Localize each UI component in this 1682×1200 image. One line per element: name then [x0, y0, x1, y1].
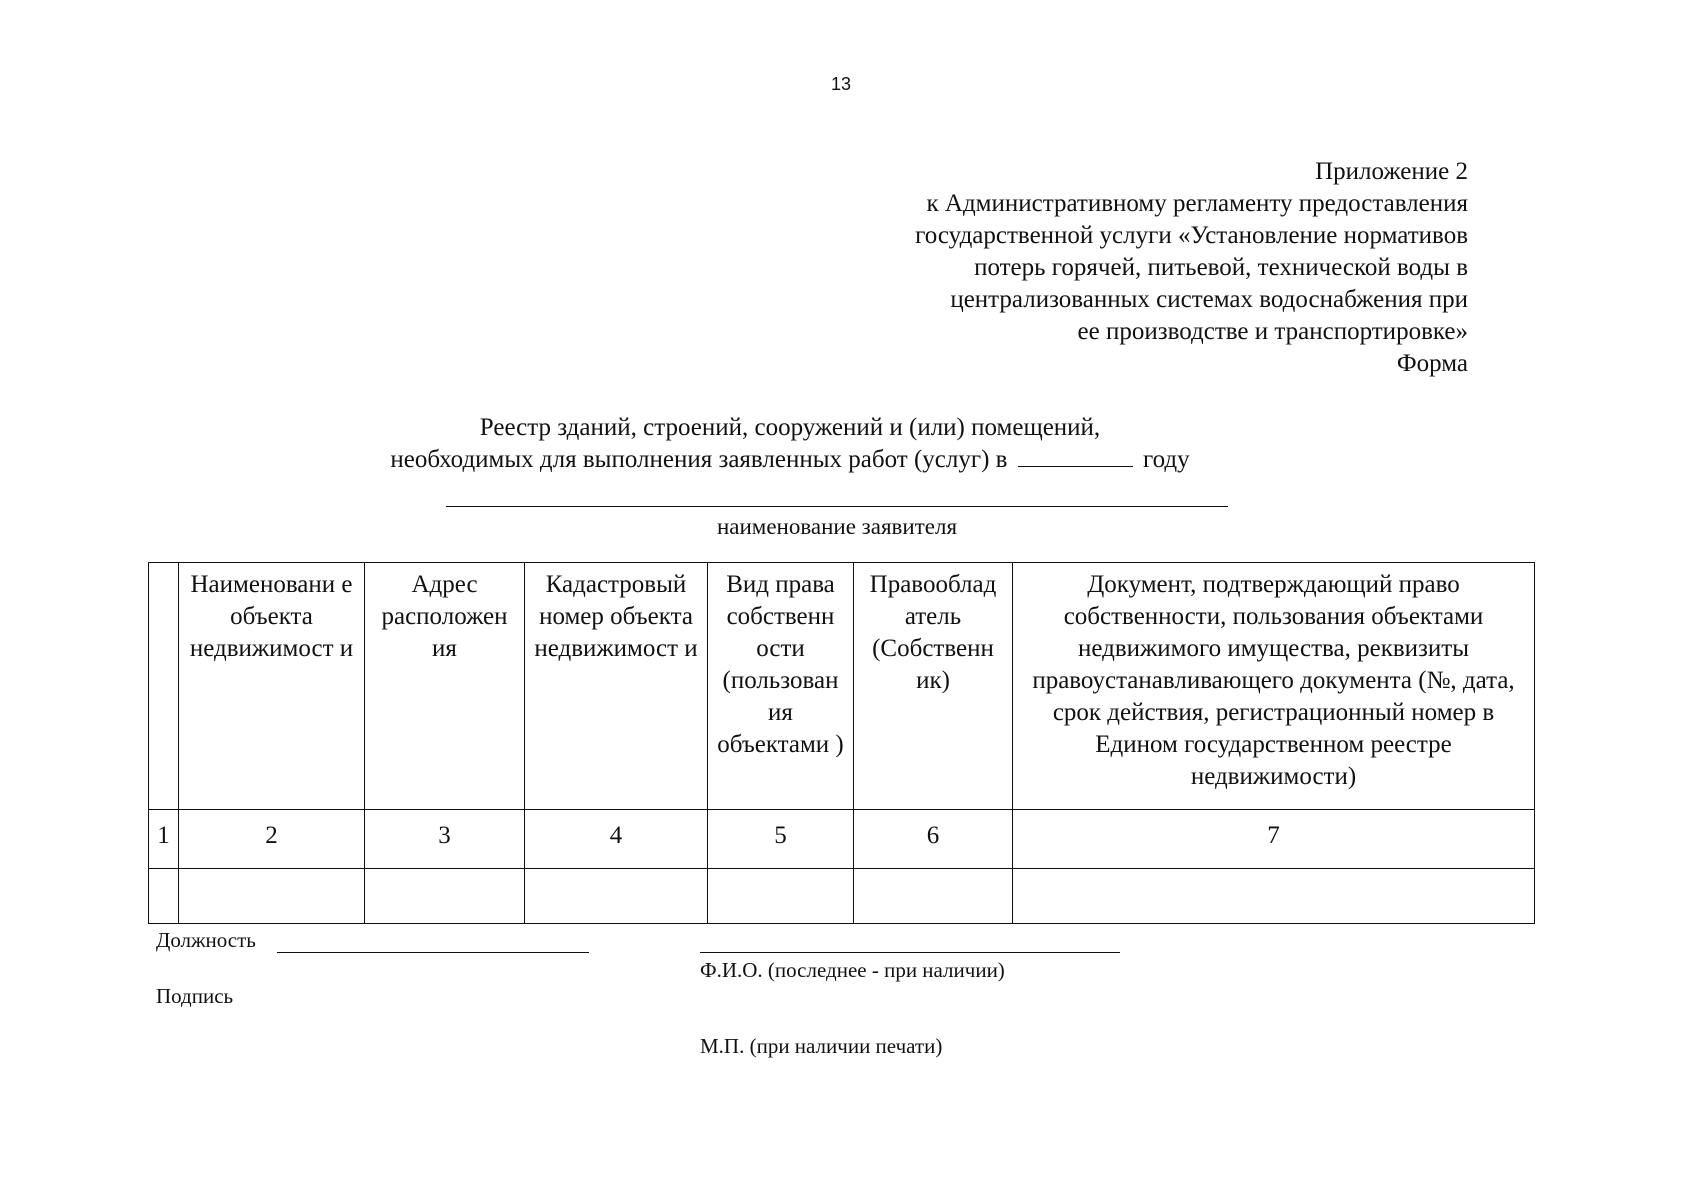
registry-table [148, 562, 1535, 924]
empty-cell[interactable] [179, 869, 365, 924]
appendix-line: ее производстве и транспортировке» [1077, 318, 1468, 345]
header-cell-right-type: Вид права собственн ости (пользован ия объектами ) [708, 563, 854, 810]
appendix-line: государственной услуги «Установление нормативов [915, 222, 1468, 249]
empty-cell[interactable] [149, 869, 179, 924]
title-line-2-text: необходимых для выполнения заявленных работ (услуг) в [390, 446, 1008, 473]
signature-label: Подпись [156, 984, 234, 1008]
title-line-2 [340, 444, 1240, 476]
number-cell: 4 [525, 810, 708, 869]
number-cell: 3 [365, 810, 525, 869]
applicant-caption: наименование заявителя [716, 514, 958, 539]
appendix-line: Приложение 2 [1315, 158, 1468, 185]
title-line-2-suffix: году [1142, 446, 1190, 473]
number-cell: 6 [854, 810, 1013, 869]
empty-cell[interactable] [365, 869, 525, 924]
table-number-row [149, 810, 1535, 869]
applicant-name-field[interactable] [446, 506, 1228, 507]
empty-cell[interactable] [525, 869, 708, 924]
appendix-block [748, 156, 1468, 380]
appendix-line: централизованных системах водоснабжения при [950, 286, 1468, 313]
header-cell-owner: Правооблад атель (Собственн ик) [854, 563, 1013, 810]
table-header-row [149, 563, 1535, 810]
empty-cell[interactable] [1013, 869, 1535, 924]
form-label: Форма [1396, 350, 1468, 377]
position-field[interactable] [277, 952, 589, 953]
number-cell: 5 [708, 810, 854, 869]
number-cell: 7 [1013, 810, 1535, 869]
number-cell: 2 [179, 810, 365, 869]
appendix-line: к Административному регламенту предоставления [926, 190, 1468, 217]
fio-label: Ф.И.О. (последнее - при наличии) [700, 958, 1005, 982]
position-label: Должность [156, 928, 256, 952]
header-cell-object-name: Наименовани е объекта недвижимост и [179, 563, 365, 810]
page-number: 13 [830, 74, 852, 94]
title-line-1: Реестр зданий, строений, сооружений и (или) помещений, [479, 414, 1101, 441]
header-cell-address: Адрес расположен ия [365, 563, 525, 810]
number-cell: 1 [149, 810, 179, 869]
header-cell-document: Документ, подтверждающий право собственности, пользования объектами недвижимого имущества, реквизиты правоустанавливающего документа (№, дата, срок действия, регистрационный номер в Едином государственном реестре недвижимости) [1013, 563, 1535, 810]
year-blank-field[interactable] [1018, 444, 1133, 467]
appendix-line: потерь горячей, питьевой, технической воды в [974, 254, 1468, 281]
header-cell-cadastral-number: Кадастровый номер объекта недвижимост и [525, 563, 708, 810]
fio-field[interactable] [700, 952, 1120, 953]
stamp-label: М.П. (при наличии печати) [700, 1034, 943, 1058]
header-cell-index [149, 563, 179, 810]
empty-cell[interactable] [708, 869, 854, 924]
empty-cell[interactable] [854, 869, 1013, 924]
table-row [149, 869, 1535, 924]
document-title [340, 412, 1240, 476]
